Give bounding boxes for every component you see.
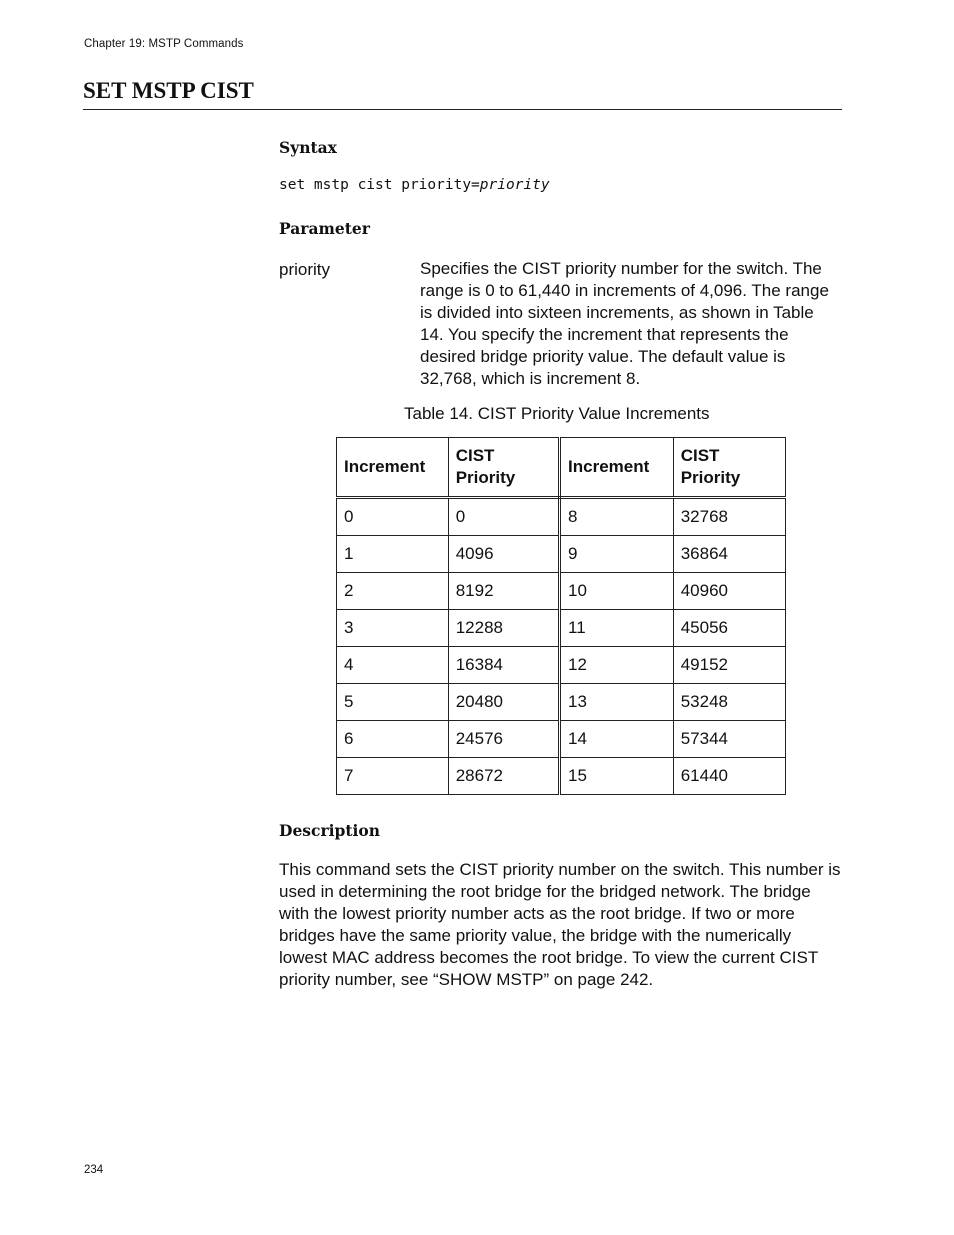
syntax-heading: Syntax <box>279 138 337 157</box>
command-argument: priority <box>479 177 550 193</box>
table-cell: 53248 <box>673 684 785 721</box>
table-cell: 9 <box>560 536 674 573</box>
table-row <box>337 536 786 573</box>
table-cell: 10 <box>560 573 674 610</box>
page-title: SET MSTP CIST <box>83 78 254 103</box>
table-cell: 2 <box>337 573 449 610</box>
table-cell: 12288 <box>448 610 559 647</box>
table-cell: 15 <box>560 758 674 795</box>
table-cell: 8192 <box>448 573 559 610</box>
table-cell: 36864 <box>673 536 785 573</box>
header-cist-priority-1: CIST Priority <box>448 438 559 498</box>
table-cell: 32768 <box>673 498 785 536</box>
table-cell: 45056 <box>673 610 785 647</box>
table-row <box>337 498 786 536</box>
title-rule <box>83 109 842 110</box>
syntax-command <box>279 177 550 193</box>
table-row <box>337 684 786 721</box>
table-cell: 7 <box>337 758 449 795</box>
table-cell: 57344 <box>673 721 785 758</box>
table-caption: Table 14. CIST Priority Value Increments <box>404 404 710 423</box>
header-cist-priority-2: CIST Priority <box>673 438 785 498</box>
table-row <box>337 721 786 758</box>
running-head: Chapter 19: MSTP Commands <box>84 38 244 50</box>
table-cell: 61440 <box>673 758 785 795</box>
header-increment-1: Increment <box>337 438 449 498</box>
page-number: 234 <box>84 1164 104 1176</box>
table-cell: 0 <box>448 498 559 536</box>
table-cell: 11 <box>560 610 674 647</box>
parameter-name: priority <box>279 260 331 279</box>
table-cell: 8 <box>560 498 674 536</box>
table-body <box>337 498 786 795</box>
priority-table <box>336 437 786 795</box>
table-header-row <box>337 438 786 498</box>
table-cell: 20480 <box>448 684 559 721</box>
table-cell: 4096 <box>448 536 559 573</box>
parameter-description: Specifies the CIST priority number for the switch. The range is 0 to 61,440 in increments of 4,096. The range is divided into sixteen increments, as shown in Table 14. You specify the increment that represents the desired bridge priority value. The default value is 32,768, which is increment 8. <box>420 259 829 388</box>
table-cell: 13 <box>560 684 674 721</box>
table-row <box>337 647 786 684</box>
table-cell: 28672 <box>448 758 559 795</box>
table-cell: 0 <box>337 498 449 536</box>
table-cell: 40960 <box>673 573 785 610</box>
table-cell: 12 <box>560 647 674 684</box>
table-cell: 4 <box>337 647 449 684</box>
table-cell: 5 <box>337 684 449 721</box>
table-cell: 24576 <box>448 721 559 758</box>
table-cell: 1 <box>337 536 449 573</box>
description-text: This command sets the CIST priority number on the switch. This number is used in determining the root bridge for the bridged network. The bridge with the lowest priority number acts as the root bridge. If two or more bridges have the same priority value, the bridge with the numerically lowest MAC address becomes the root bridge. To view the current CIST priority number, see “SHOW MSTP” on page 242. <box>279 860 841 989</box>
table-cell: 16384 <box>448 647 559 684</box>
command-text: set mstp cist priority= <box>279 177 480 193</box>
parameter-heading: Parameter <box>279 219 370 238</box>
header-increment-2: Increment <box>560 438 674 498</box>
table-cell: 49152 <box>673 647 785 684</box>
table-cell: 3 <box>337 610 449 647</box>
table-row <box>337 610 786 647</box>
table-cell: 14 <box>560 721 674 758</box>
description-heading: Description <box>279 821 381 840</box>
table-cell: 6 <box>337 721 449 758</box>
table-row <box>337 573 786 610</box>
table-row <box>337 758 786 795</box>
